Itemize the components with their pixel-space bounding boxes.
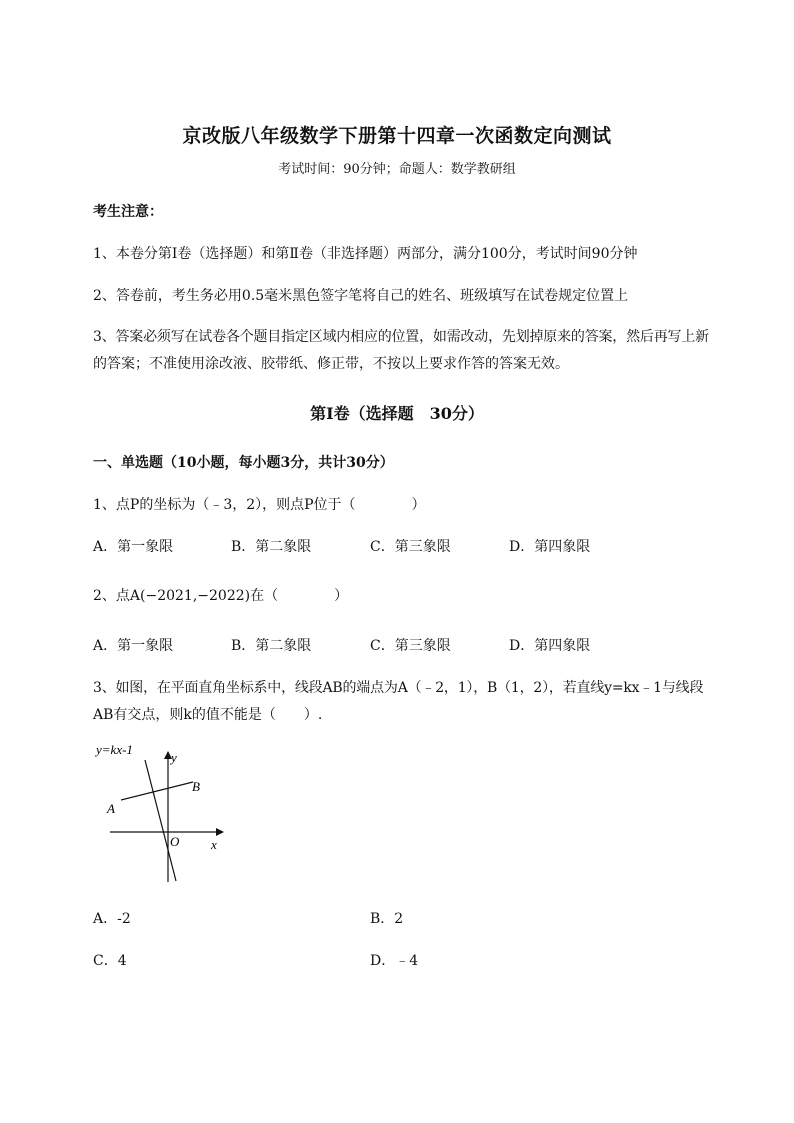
notice-item-3-cont: 的答案；不准使用涂改液、胶带纸、修正带，不按以上要求作答的答案无效。 [93, 356, 569, 372]
question-1-option-c[interactable]: C．第三象限 [370, 539, 451, 555]
notice-item-1: 1、本卷分第I卷（选择题）和第Ⅱ卷（非选择题）两部分，满分100分，考试时间90分钟 [93, 246, 638, 262]
line-y-kx-1 [145, 760, 176, 881]
notice-heading: 考生注意： [93, 204, 163, 220]
question-3-stem: 3、如图，在平面直角坐标系中，线段AB的端点为A（﹣2，1），B（1，2），若直线y=kx﹣1与线段 [93, 680, 704, 696]
question-1-option-d[interactable]: D．第四象限 [509, 539, 591, 555]
point-a-label: A [107, 801, 115, 816]
question-2-option-a[interactable]: A．第一象限 [93, 638, 174, 654]
question-3-option-a[interactable]: A．-2 [93, 911, 131, 927]
notice-item-3: 3、答案必须写在试卷各个题目指定区域内相应的位置，如需改动，先划掉原来的答案，然后再写上新 [93, 329, 709, 345]
section-title: 第I卷（选择题 30分） [310, 404, 484, 423]
exam-info: 考试时间：90分钟；命题人：数学教研组 [278, 162, 516, 177]
question-1-option-b[interactable]: B．第二象限 [231, 539, 312, 555]
question-3-option-d[interactable]: D．﹣4 [370, 953, 419, 969]
question-2-option-d[interactable]: D．第四象限 [509, 638, 591, 654]
origin-label: O [170, 834, 180, 849]
question-2-stem: 2、点A(−2021,−2022)在（ ） [93, 588, 349, 604]
point-b-label: B [192, 779, 200, 794]
part-heading: 一、单选题（10小题，每小题3分，共计30分） [93, 455, 394, 471]
page-title: 京改版八年级数学下册第十四章一次函数定向测试 [182, 125, 612, 147]
question-2-option-c[interactable]: C．第三象限 [370, 638, 451, 654]
question-2-option-b[interactable]: B．第二象限 [231, 638, 312, 654]
question-1-stem: 1、点P的坐标为（﹣3，2），则点P位于（ ） [93, 497, 426, 513]
notice-item-2: 2、答卷前，考生务必用0.5毫米黑色签字笔将自己的姓名、班级填写在试卷规定位置上 [93, 288, 629, 304]
question-1-option-a[interactable]: A．第一象限 [93, 539, 174, 555]
question-3-option-b[interactable]: B．2 [370, 911, 404, 927]
question-3-figure [90, 740, 240, 890]
line-label: y=kx-1 [96, 742, 133, 757]
y-axis-label: y [171, 750, 177, 765]
x-axis-label: x [211, 837, 217, 852]
segment-ab [121, 782, 193, 800]
question-3-option-c[interactable]: C．4 [93, 953, 127, 969]
question-3-stem-cont: AB有交点，则k的值不能是（ ）. [93, 707, 323, 723]
